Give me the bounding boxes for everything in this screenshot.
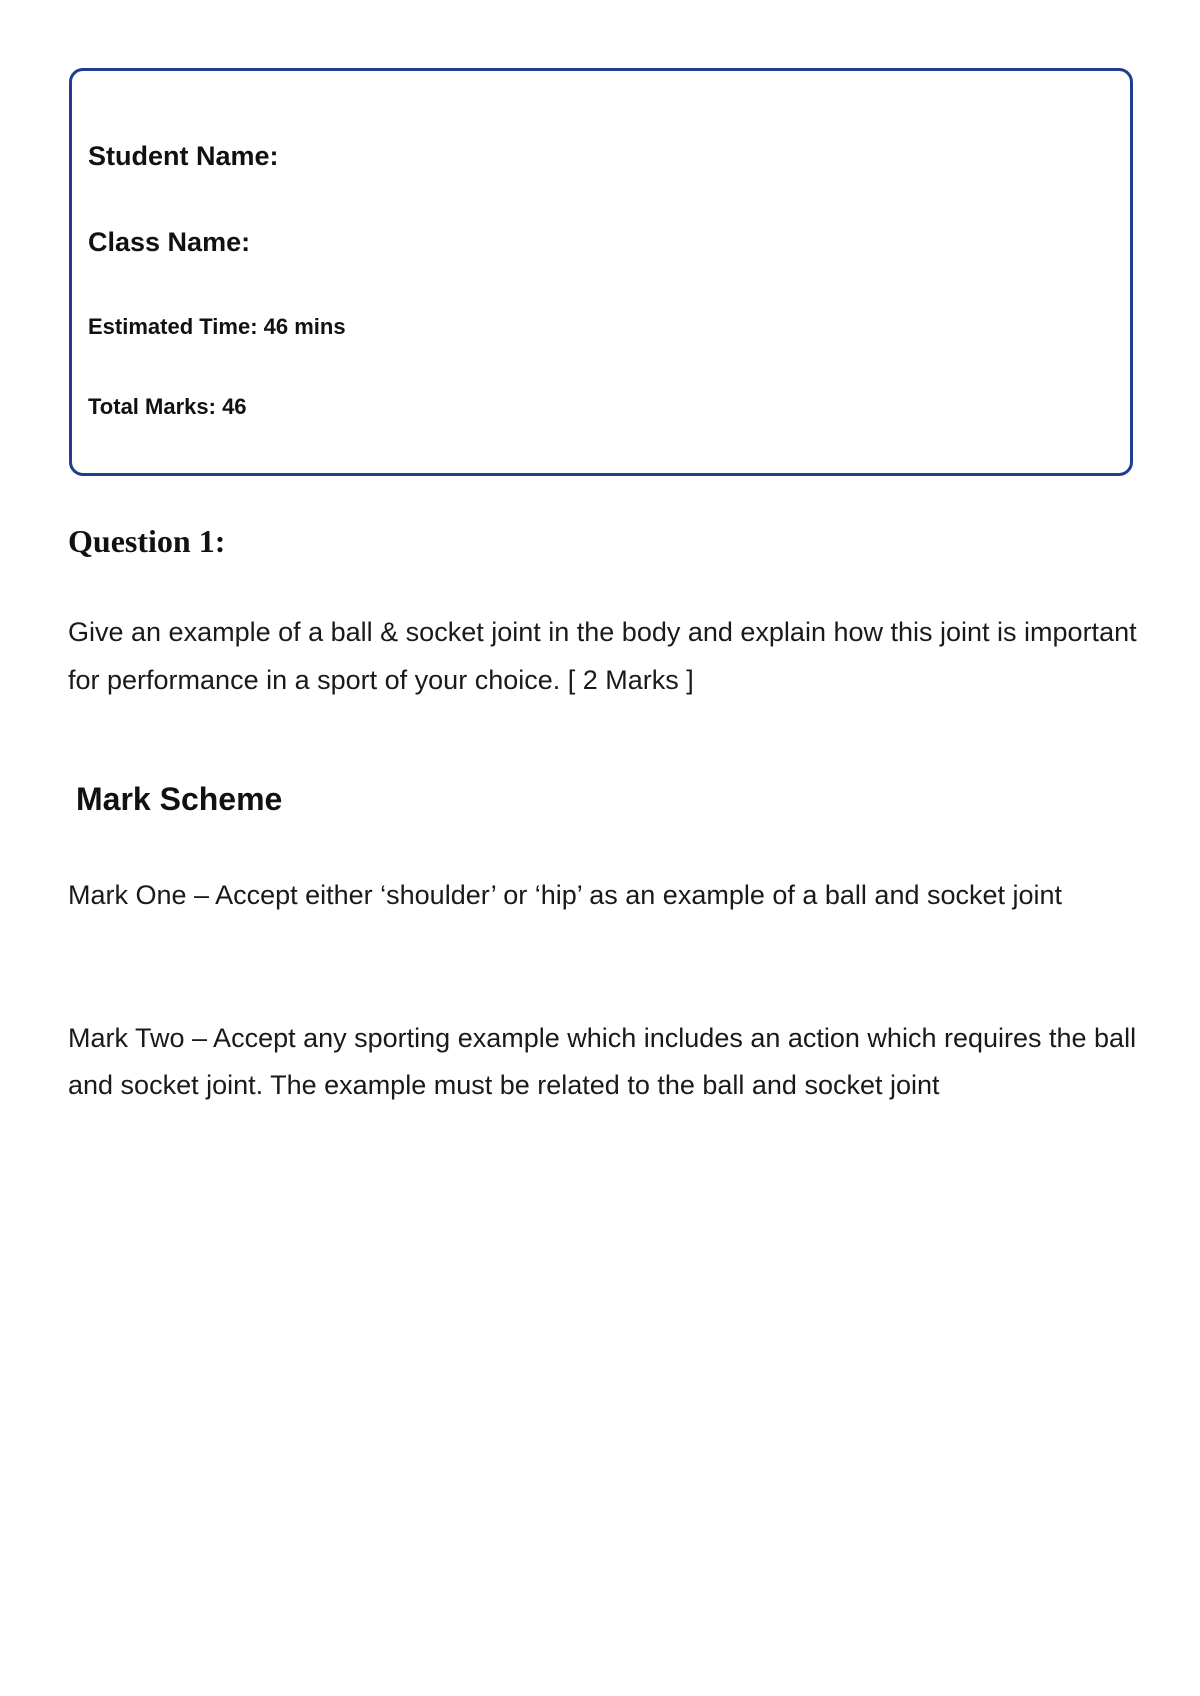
question-title: Question 1: bbox=[68, 523, 226, 559]
estimated-time: Estimated Time: 46 mins bbox=[88, 314, 346, 339]
mark-one-text: Mark One – Accept either ‘shoulder’ or ‘hip’ as an example of a ball and socket joint bbox=[68, 880, 1063, 910]
student-info-box bbox=[69, 68, 1133, 476]
class-name-label: Class Name: bbox=[88, 227, 251, 257]
student-name-label: Student Name: bbox=[88, 141, 279, 171]
mark-scheme-title: Mark Scheme bbox=[76, 781, 283, 817]
question-text: Give an example of a ball & socket joint in the body and explain how this joint is important for performance in a sport of your choice. [ 2 Marks ] bbox=[68, 617, 1137, 695]
total-marks: Total Marks: 46 bbox=[88, 394, 247, 419]
mark-two-text: Mark Two – Accept any sporting example which includes an action which requires the ball and socket joint. The example must be related to the ball and socket joint bbox=[68, 1023, 1137, 1100]
